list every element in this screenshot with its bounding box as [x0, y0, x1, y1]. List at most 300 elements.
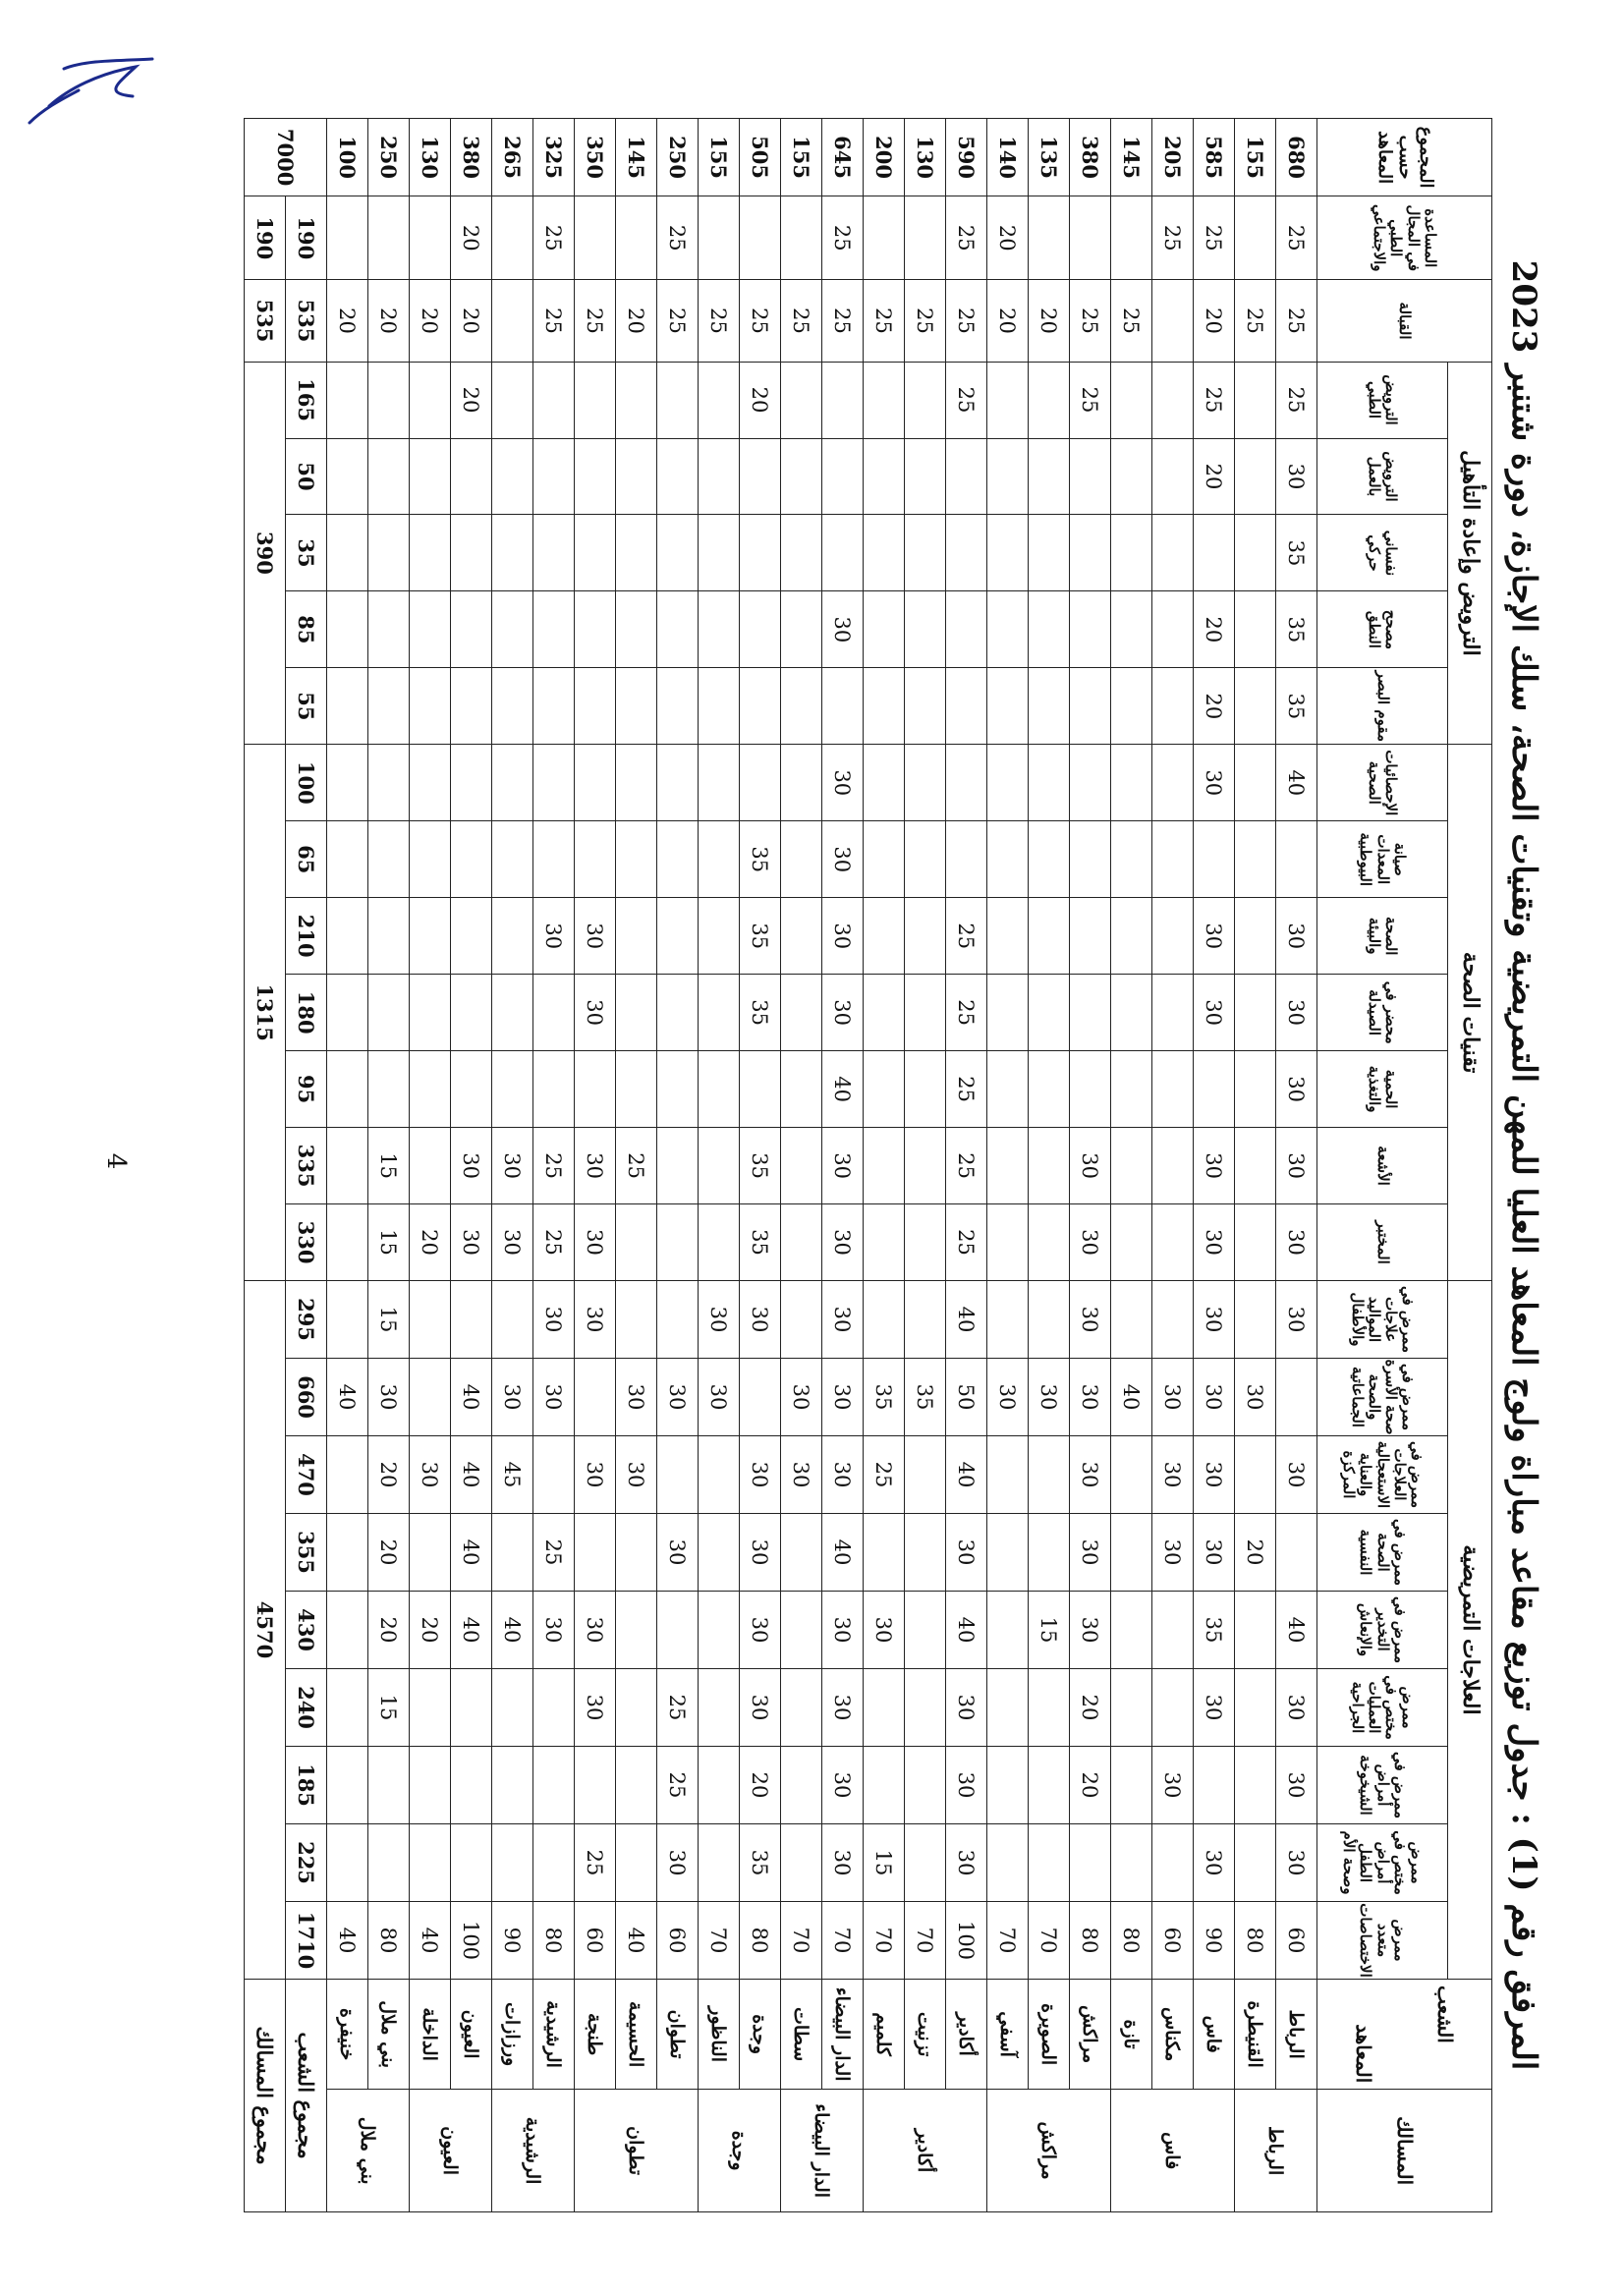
seat-cell: 30 — [781, 1436, 822, 1514]
institute-total-cell: 680 — [1276, 119, 1317, 196]
seat-cell: 30 — [1276, 1281, 1317, 1359]
header-group-tech: تقنيات الصحة — [1448, 745, 1492, 1281]
seat-cell — [699, 1669, 740, 1747]
seat-cell — [1029, 975, 1070, 1051]
seat-cell — [533, 1747, 575, 1824]
group-totals-label: مجموع المسالك — [245, 1980, 286, 2212]
seat-cell — [410, 1669, 451, 1747]
seat-cell — [1029, 821, 1070, 898]
seat-cell — [905, 1436, 946, 1514]
seat-cell: 20 — [451, 362, 492, 438]
seat-cell: 40 — [946, 1281, 987, 1359]
seat-cell: 50 — [946, 1359, 987, 1436]
seat-cell — [616, 438, 657, 515]
region-cell: أكادير — [864, 2090, 987, 2212]
seat-cell — [699, 821, 740, 898]
seat-cell: 70 — [864, 1902, 905, 1980]
seat-cell — [822, 515, 864, 591]
seat-cell: 30 — [740, 1514, 781, 1592]
total-cell: 95 — [286, 1051, 327, 1128]
seat-cell — [327, 591, 368, 668]
seat-cell: 30 — [946, 1514, 987, 1592]
seat-cell — [616, 515, 657, 591]
seat-cell — [1276, 821, 1317, 898]
seat-cell: 35 — [1276, 668, 1317, 745]
seat-cell — [451, 591, 492, 668]
total-cell: 55 — [286, 668, 327, 745]
seat-cell: 40 — [822, 1514, 864, 1592]
seat-cell — [987, 1747, 1029, 1824]
seat-cell: 30 — [1276, 1669, 1317, 1747]
seat-cell — [410, 1281, 451, 1359]
table-row — [1194, 119, 1235, 2212]
seat-cell: 25 — [946, 898, 987, 975]
seat-cell: 30 — [822, 1436, 864, 1514]
seat-cell — [327, 898, 368, 975]
seat-cell — [533, 591, 575, 668]
seat-cell — [1070, 1051, 1111, 1128]
institute-cell: ورزازات — [492, 1980, 533, 2090]
table-row — [1276, 119, 1317, 2212]
seat-cell — [368, 745, 410, 821]
seat-cell: 20 — [616, 280, 657, 362]
institute-total-cell: 350 — [575, 119, 616, 196]
seat-cell — [1235, 196, 1276, 280]
seat-cell — [699, 1747, 740, 1824]
institute-total-cell: 155 — [781, 119, 822, 196]
total-cell: 355 — [286, 1514, 327, 1592]
seat-cell — [946, 438, 987, 515]
seat-cell — [492, 668, 533, 745]
table-row — [451, 119, 492, 2212]
seat-cell — [1029, 745, 1070, 821]
seat-cell — [1152, 362, 1194, 438]
seat-cell: 100 — [946, 1902, 987, 1980]
seat-cell: 25 — [1235, 280, 1276, 362]
seat-cell — [492, 745, 533, 821]
institute-cell: العيون — [451, 1980, 492, 2090]
seat-cell — [781, 821, 822, 898]
seat-cell: 80 — [740, 1902, 781, 1980]
seat-cell: 20 — [410, 1204, 451, 1281]
institute-cell: آسفي — [987, 1980, 1029, 2090]
seat-cell: 30 — [616, 1436, 657, 1514]
seat-cell — [410, 975, 451, 1051]
seat-cell — [905, 975, 946, 1051]
header-nursing-col: ممرض في التخدير والإنعاش — [1317, 1592, 1448, 1669]
seat-cell: 30 — [822, 1592, 864, 1669]
seat-cell: 20 — [368, 1436, 410, 1514]
seat-cell: 30 — [533, 1359, 575, 1436]
institute-total-cell: 140 — [987, 119, 1029, 196]
seat-cell — [1152, 1592, 1194, 1669]
seat-cell: 30 — [533, 1281, 575, 1359]
seat-cell: 30 — [740, 1436, 781, 1514]
seat-cell: 60 — [1152, 1902, 1194, 1980]
seat-cell — [410, 1824, 451, 1902]
seat-cell: 30 — [1194, 1824, 1235, 1902]
institute-cell: تازة — [1111, 1980, 1152, 2090]
institute-total-cell: 145 — [1111, 119, 1152, 196]
seat-cell — [575, 821, 616, 898]
seat-cell — [699, 1592, 740, 1669]
seat-cell: 40 — [1276, 1592, 1317, 1669]
seat-cell — [657, 1204, 699, 1281]
seat-cell: 30 — [492, 1128, 533, 1204]
institute-cell: وجدة — [740, 1980, 781, 2090]
seat-cell — [575, 196, 616, 280]
seat-cell: 20 — [410, 280, 451, 362]
table-row — [492, 119, 533, 2212]
seat-cell: 40 — [1111, 1359, 1152, 1436]
seat-cell — [905, 1051, 946, 1128]
header-rehab-col: الترويض بالعمل — [1317, 438, 1448, 515]
institute-total-cell: 100 — [327, 119, 368, 196]
total-cell: 225 — [286, 1824, 327, 1902]
header-nursing-col: ممرض مختص في العمليات الجراحية — [1317, 1669, 1448, 1747]
table-row — [1235, 119, 1276, 2212]
seat-cell — [864, 1669, 905, 1747]
seat-cell — [946, 515, 987, 591]
seat-cell — [657, 1128, 699, 1204]
seat-cell — [864, 1281, 905, 1359]
total-cell: 50 — [286, 438, 327, 515]
seat-cell — [575, 745, 616, 821]
seat-cell — [905, 1824, 946, 1902]
institute-total-cell: 155 — [1235, 119, 1276, 196]
seat-cell — [1029, 1747, 1070, 1824]
seat-cell: 20 — [1070, 1747, 1111, 1824]
seat-cell — [1194, 821, 1235, 898]
seat-cell — [616, 821, 657, 898]
seat-cell — [781, 745, 822, 821]
seat-cell — [740, 438, 781, 515]
seat-cell: 30 — [575, 975, 616, 1051]
institute-cell: خنيفرة — [327, 1980, 368, 2090]
seat-cell: 20 — [1029, 280, 1070, 362]
seat-cell — [740, 1359, 781, 1436]
seat-cell: 30 — [492, 1359, 533, 1436]
seat-cell — [1194, 515, 1235, 591]
seat-cell — [987, 515, 1029, 591]
seat-cell — [1070, 515, 1111, 591]
seat-cell — [699, 515, 740, 591]
seat-cell — [905, 745, 946, 821]
seat-cell: 15 — [368, 1128, 410, 1204]
seat-cell — [368, 196, 410, 280]
seat-cell — [1152, 975, 1194, 1051]
seat-cell — [1111, 668, 1152, 745]
header-nursing-col: ممرض متعدد الاختصاصات — [1317, 1902, 1448, 1980]
seat-cell: 30 — [1276, 1824, 1317, 1902]
seat-cell — [1029, 1824, 1070, 1902]
seat-cell: 30 — [1276, 438, 1317, 515]
seat-cell: 30 — [1070, 1204, 1111, 1281]
total-cell: 180 — [286, 975, 327, 1051]
seat-cell — [1070, 591, 1111, 668]
seat-cell — [781, 1824, 822, 1902]
seat-cell — [575, 362, 616, 438]
seat-cell — [657, 1281, 699, 1359]
seat-cell: 30 — [1152, 1514, 1194, 1592]
seat-cell — [492, 975, 533, 1051]
seat-cell — [1070, 196, 1111, 280]
header-rehab-col: نفساني حركي — [1317, 515, 1448, 591]
header-group-rehab: الترويض وإعادة التأهيل — [1448, 362, 1492, 745]
seat-cell: 20 — [327, 280, 368, 362]
institute-cell: الرباط — [1276, 1980, 1317, 2090]
seat-cell — [1111, 1128, 1152, 1204]
seat-cell — [905, 668, 946, 745]
institute-cell: الدار البيضاء — [822, 1980, 864, 2090]
seat-cell — [781, 362, 822, 438]
seat-cell — [987, 975, 1029, 1051]
seat-cell — [864, 668, 905, 745]
seat-cell — [327, 1669, 368, 1747]
seat-cell: 35 — [740, 975, 781, 1051]
seat-cell: 40 — [451, 1592, 492, 1669]
seat-cell — [533, 1051, 575, 1128]
seat-cell — [1070, 1824, 1111, 1902]
seat-cell — [1276, 1514, 1317, 1592]
seat-cell — [1070, 438, 1111, 515]
seat-cell: 90 — [492, 1902, 533, 1980]
seat-cell — [575, 1051, 616, 1128]
seat-cell — [905, 438, 946, 515]
seat-cell — [451, 1824, 492, 1902]
seat-cell — [451, 821, 492, 898]
seat-cell: 25 — [1276, 362, 1317, 438]
total-cell: 190 — [286, 196, 327, 280]
seat-cell — [451, 975, 492, 1051]
header-nursing-col: ممرض في الصحة النفسية — [1317, 1514, 1448, 1592]
seat-cell — [616, 975, 657, 1051]
seat-cell — [987, 821, 1029, 898]
seat-cell: 30 — [1029, 1359, 1070, 1436]
institute-total-cell: 145 — [616, 119, 657, 196]
seat-cell: 40 — [946, 1592, 987, 1669]
seat-cell — [492, 1281, 533, 1359]
institute-cell: طنجة — [575, 1980, 616, 2090]
seat-cell: 25 — [1070, 362, 1111, 438]
seat-cell — [1235, 821, 1276, 898]
header-rehab-col: الترويض الطبي — [1317, 362, 1448, 438]
seat-cell — [492, 898, 533, 975]
seat-cell — [616, 1281, 657, 1359]
seat-cell: 80 — [1070, 1902, 1111, 1980]
seat-cell — [327, 1051, 368, 1128]
institute-total-cell: 380 — [451, 119, 492, 196]
seat-cell — [699, 1514, 740, 1592]
total-cell: 100 — [286, 745, 327, 821]
seat-cell: 30 — [822, 1204, 864, 1281]
seat-cell — [1235, 438, 1276, 515]
seat-cell: 30 — [1276, 1051, 1317, 1128]
header-institutes: المعاهد — [1352, 2024, 1376, 2084]
seat-cell: 30 — [699, 1281, 740, 1359]
seat-cell: 25 — [740, 280, 781, 362]
seat-cell: 30 — [1276, 1436, 1317, 1514]
seat-cell — [781, 668, 822, 745]
seat-cell — [410, 438, 451, 515]
seat-cell: 30 — [1276, 1128, 1317, 1204]
seat-cell — [905, 196, 946, 280]
seat-cell: 30 — [657, 1514, 699, 1592]
seat-cell: 20 — [451, 196, 492, 280]
seat-cell — [368, 362, 410, 438]
seat-cell: 25 — [946, 1128, 987, 1204]
seat-cell — [1152, 438, 1194, 515]
seat-cell — [1235, 668, 1276, 745]
seat-cell — [657, 1436, 699, 1514]
total-cell: 85 — [286, 591, 327, 668]
seat-cell: 30 — [1235, 1359, 1276, 1436]
seat-cell — [451, 515, 492, 591]
header-institutes-branches — [1317, 1980, 1492, 2090]
seat-cell — [616, 1514, 657, 1592]
seat-cell — [616, 745, 657, 821]
seat-cell: 30 — [1276, 975, 1317, 1051]
seat-cell: 60 — [575, 1902, 616, 1980]
seat-cell — [410, 1128, 451, 1204]
seat-cell: 80 — [533, 1902, 575, 1980]
seat-cell — [368, 975, 410, 1051]
rotated-page — [145, 118, 1555, 2212]
seat-cell — [368, 821, 410, 898]
seat-cell: 70 — [987, 1902, 1029, 1980]
seat-cell: 30 — [1070, 1359, 1111, 1436]
total-cell: 535 — [286, 280, 327, 362]
seat-cell — [492, 1669, 533, 1747]
seat-cell — [699, 975, 740, 1051]
seat-cell — [410, 1051, 451, 1128]
seat-cell — [699, 898, 740, 975]
seat-cell — [410, 591, 451, 668]
seat-cell: 30 — [1194, 1128, 1235, 1204]
seat-cell: 30 — [822, 1281, 864, 1359]
seat-cell — [987, 1128, 1029, 1204]
seat-cell: 40 — [946, 1436, 987, 1514]
seat-cell — [451, 438, 492, 515]
seat-cell — [492, 438, 533, 515]
header-social: المساعدة في المجال الطبي والاجتماعي — [1317, 196, 1492, 280]
region-cell: الرشيدية — [492, 2090, 575, 2212]
institute-cell: القنيطرة — [1235, 1980, 1276, 2090]
seat-cell — [657, 515, 699, 591]
seat-cell: 30 — [1194, 1204, 1235, 1281]
seat-cell — [1070, 668, 1111, 745]
seat-cell — [327, 1592, 368, 1669]
seat-cell — [740, 745, 781, 821]
seat-cell: 35 — [740, 1128, 781, 1204]
seat-cell — [905, 821, 946, 898]
seat-cell — [1152, 280, 1194, 362]
seat-cell: 25 — [946, 975, 987, 1051]
seat-cell — [657, 1051, 699, 1128]
seat-cell — [575, 438, 616, 515]
totals-row — [286, 119, 327, 2212]
seat-cell: 30 — [1070, 1514, 1111, 1592]
institute-total-cell: 205 — [1152, 119, 1194, 196]
seat-cell — [1111, 898, 1152, 975]
seat-cell: 25 — [1276, 196, 1317, 280]
seat-cell: 70 — [822, 1902, 864, 1980]
seat-cell — [492, 1747, 533, 1824]
seat-cell — [616, 668, 657, 745]
seat-cell — [368, 438, 410, 515]
seat-cell: 30 — [1194, 1436, 1235, 1514]
seat-cell — [1111, 1281, 1152, 1359]
seat-cell: 30 — [822, 1669, 864, 1747]
seat-cell — [699, 438, 740, 515]
institute-total-cell: 135 — [1029, 119, 1070, 196]
seat-cell — [1235, 898, 1276, 975]
header-rehab-col: مصحح النطق — [1317, 591, 1448, 668]
seat-cell — [410, 745, 451, 821]
seat-cell — [1111, 1514, 1152, 1592]
table-row — [575, 119, 616, 2212]
seat-cell — [327, 1824, 368, 1902]
seat-cell — [410, 515, 451, 591]
seat-cell — [699, 196, 740, 280]
seat-cell — [492, 1824, 533, 1902]
seat-cell — [616, 1592, 657, 1669]
seat-cell — [1235, 1051, 1276, 1128]
seat-cell — [987, 591, 1029, 668]
seat-cell: 25 — [699, 280, 740, 362]
seat-cell: 30 — [575, 1204, 616, 1281]
seat-cell — [368, 1051, 410, 1128]
seat-cell: 35 — [1194, 1592, 1235, 1669]
seat-cell: 30 — [1276, 1204, 1317, 1281]
seat-cell — [533, 745, 575, 821]
seat-cell — [987, 1824, 1029, 1902]
seat-cell: 20 — [1070, 1669, 1111, 1747]
seat-cell: 20 — [1194, 280, 1235, 362]
seat-cell: 30 — [822, 591, 864, 668]
seat-cell — [327, 362, 368, 438]
seat-cell — [822, 362, 864, 438]
seat-cell — [1111, 438, 1152, 515]
seat-cell: 20 — [740, 362, 781, 438]
seat-cell — [946, 821, 987, 898]
seat-cell: 20 — [451, 280, 492, 362]
seat-cell — [1029, 362, 1070, 438]
seat-cell — [451, 745, 492, 821]
seat-cell — [1029, 1051, 1070, 1128]
seat-cell — [657, 1592, 699, 1669]
seat-cell — [946, 745, 987, 821]
seat-cell — [616, 1204, 657, 1281]
seat-cell — [1111, 821, 1152, 898]
seat-cell — [987, 1436, 1029, 1514]
seat-cell — [781, 1514, 822, 1592]
seat-cell — [1235, 1281, 1276, 1359]
seat-cell — [657, 591, 699, 668]
seat-cell — [905, 362, 946, 438]
institute-total-cell: 505 — [740, 119, 781, 196]
header-nursing-col: ممرض في العلاجات الاستعجالية والعناية المركزة — [1317, 1436, 1448, 1514]
seat-cell: 25 — [1276, 280, 1317, 362]
seat-cell — [575, 668, 616, 745]
seat-cell: 40 — [492, 1592, 533, 1669]
seat-cell: 25 — [616, 1128, 657, 1204]
seat-cell — [451, 1747, 492, 1824]
table-row — [946, 119, 987, 2212]
seat-cell — [1029, 668, 1070, 745]
header-tech-col: الصحة والبيئة — [1317, 898, 1448, 975]
seat-cell: 45 — [492, 1436, 533, 1514]
